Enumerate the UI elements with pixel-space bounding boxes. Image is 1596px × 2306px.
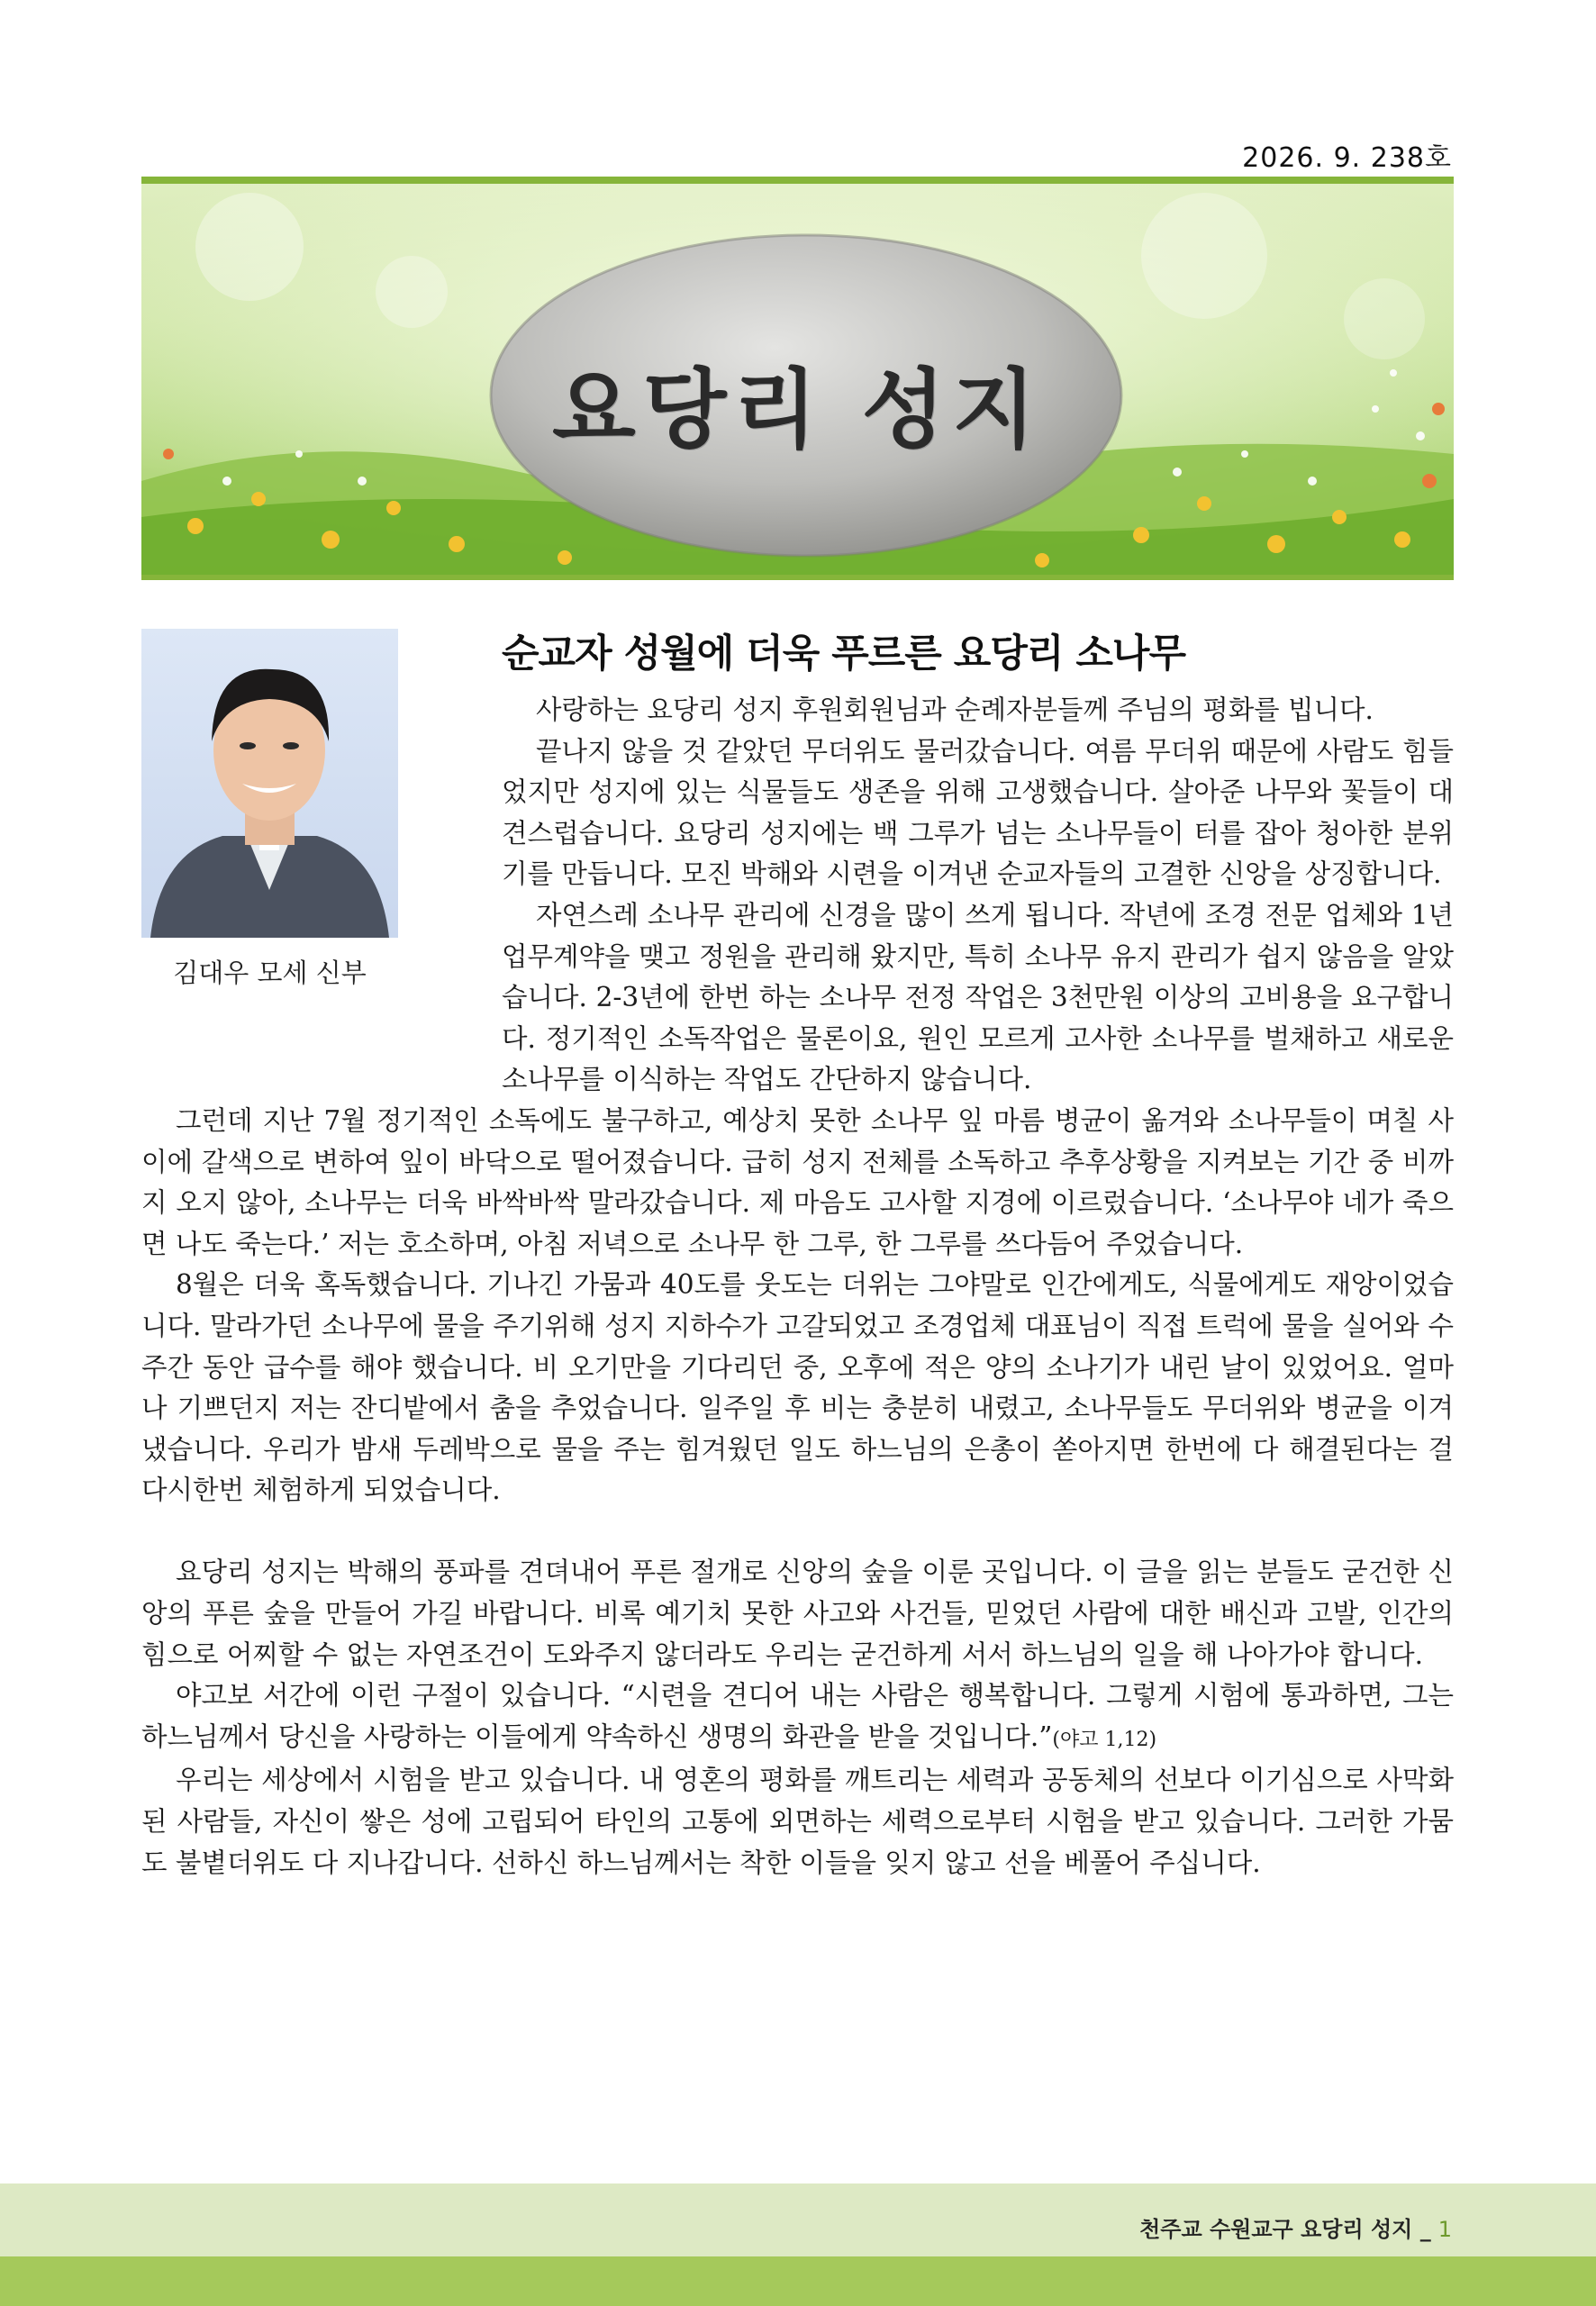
page-number: 1 [1437, 2217, 1452, 2242]
issue-number: 2026. 9. 238호 [1242, 142, 1452, 174]
stone-title-text: 요당리 성지 [551, 359, 1044, 460]
footer-bar [0, 2256, 1596, 2306]
photo-caption: 김대우 모세 신부 [173, 958, 367, 988]
paragraph [141, 1675, 1454, 1760]
paragraph: 8월은 더욱 혹독했습니다. 기나긴 가뭄과 40도를 웃도는 더위는 그야말로 인간에게도, 식물에게도 재앙이었습니다. 말라가던 소나무에 물을 주기위해 성지 지하수가 고갈되었고 조경업체 대표님이 직접 트럭에 물을 실어와 수주간 동안 급수를 해야 했습니다. 비 오기만을 기다리던 중, 오후에 적은 양의 소나기가 내린 날이 있었어요. 얼마나 기쁘던지 저는 잔디밭에서 춤을 추었습니다. 일주일 후 비는 충분히 내렸고, 소나무들도 무더위와 병균을 이겨냈습니다. 우리가 밤새 두레박으로 물을 주는 힘겨웠던 일도 하느님의 은총이 쏟아지면 한번에 다 해결된다는 걸 다시한번 체험하게 되었습니다. [141, 1269, 1454, 1506]
footer [1139, 2211, 1452, 2243]
header-banner [141, 177, 1454, 580]
paragraph-spacer [141, 1512, 1454, 1553]
paragraph: 사랑하는 요당리 성지 후원회원님과 순례자분들께 주님의 평화를 빕니다. [536, 695, 1374, 725]
scripture-quote: 야고보 서간에 이런 구절이 있습니다. “시련을 견디어 내는 사람은 행복합니다. 그렇게 시험에 통과하면, 그는 하느님께서 당신을 사랑하는 이들에게 약속하신 생명의 화관을 받을 것입니다.” [141, 1680, 1454, 1752]
footer-publisher: 천주교 수원교구 요당리 성지 _ [1139, 2217, 1431, 2242]
paragraph: 우리는 세상에서 시험을 받고 있습니다. 내 영혼의 평화를 깨트리는 세력과 공동체의 선보다 이기심으로 사막화 된 사람들, 자신이 쌓은 성에 고립되어 타인의 고통에 외면하는 세력으로부터 시험을 받고 있습니다. 그러한 가뭄도 불볕더위도 다 지나갑니다. 선하신 하느님께서는 착한 이들을 잊지 않고 선을 베풀어 주십니다. [141, 1765, 1454, 1878]
paragraph: 요당리 성지는 박해의 풍파를 견뎌내어 푸른 절개로 신앙의 숲을 이룬 곳입니다. 이 글을 읽는 분들도 굳건한 신앙의 푸른 숲을 만들어 가길 바랍니다. 비록 예기치 못한 사고와 사건들, 믿었던 사람에 대한 배신과 고발, 인간의 힘으로 어찌할 수 없는 자연조건이 도와주지 않더라도 우리는 굳건하게 서서 하느님의 일을 해 나아가야 합니다. [141, 1557, 1454, 1670]
article-body [141, 690, 1454, 1884]
paragraph: 자연스레 소나무 관리에 신경을 많이 쓰게 됩니다. 작년에 조경 전문 업체와 1년 업무계약을 맺고 정원을 관리해 왔지만, 특히 소나무 유지 관리가 쉽지 않음을 알았습니다. 2-3년에 한번 하는 소나무 전정 작업은 3천만원 이상의 고비용을 요구합니다. 정기적인 소독작업은 물론이요, 원인 모르게 고사한 소나무를 벌채하고 새로운 소나무를 이식하는 작업도 간단하지 않습니다. [502, 899, 1454, 1095]
scripture-reference: (야고 1,12) [1052, 1728, 1157, 1751]
paragraph: 그런데 지난 7월 정기적인 소독에도 불구하고, 예상치 못한 소나무 잎 마름 병균이 옮겨와 소나무들이 며칠 사이에 갈색으로 변하여 잎이 바닥으로 떨어졌습니다. 급히 성지 전체를 소독하고 추후상황을 지켜보는 기간 중 비까지 오지 않아, 소나무는 더욱 바싹바싹 말라갔습니다. 제 마음도 고사할 지경에 이르렀습니다. ‘소나무야 네가 죽으면 나도 죽는다.’ 저는 호소하며, 아침 저녁으로 소나무 한 그루, 한 그루를 쓰다듬어 주었습니다. [141, 1104, 1454, 1259]
article-title: 순교자 성월에 더욱 푸르른 요당리 소나무 [502, 631, 1185, 676]
paragraph: 끝나지 않을 것 같았던 무더위도 물러갔습니다. 여름 무더위 때문에 사람도 힘들었지만 성지에 있는 식물들도 생존을 위해 고생했습니다. 살아준 나무와 꽃들이 대견스럽습니다. 요당리 성지에는 백 그루가 넘는 소나무들이 터를 잡아 청아한 분위기를 만듭니다. 모진 박해와 시련을 이겨낸 순교자들의 고결한 신앙을 상징합니다. [502, 735, 1454, 890]
